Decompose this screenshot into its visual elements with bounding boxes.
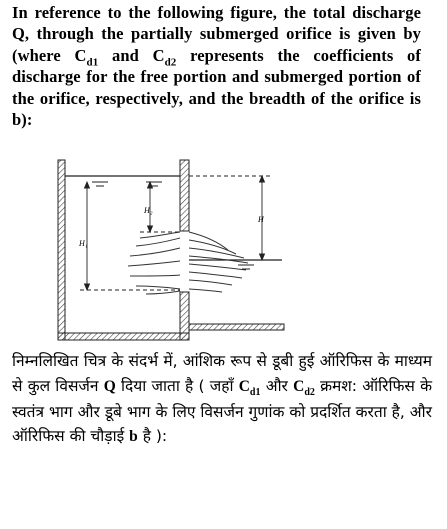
- hindi-c1-subscript: d1: [249, 386, 261, 398]
- hindi-c2-subscript: d2: [304, 386, 315, 398]
- orifice-jet: [189, 232, 248, 292]
- upstream-water-surface: [65, 176, 180, 186]
- cd2-subscript: d2: [164, 56, 177, 69]
- hindi-q-symbol: Q: [103, 377, 116, 395]
- streamlines: [128, 232, 180, 294]
- hindi-b-symbol: b: [129, 428, 138, 446]
- label-h: H: [258, 215, 264, 224]
- hindi-text-3: और: [260, 376, 294, 395]
- question-hindi: [12, 349, 432, 450]
- hindi-text-1: निम्नलिखित चित्र के संदर्भ में, आंशिक रूप से डूबी हुई ऑरिफिस के माध्यम से कुल विसर्जन: [12, 352, 432, 395]
- hindi-c2-symbol: C: [293, 377, 305, 395]
- hindi-text-4: क्रमश: ऑरिफिस के स्वतंत्र भाग और डूबे भाग के लिए विसर्जन गुणांक को प्रदर्शित करता है, और ऑरिफिस की चौड़ाई: [12, 376, 432, 446]
- cd1-subscript: d1: [86, 56, 99, 69]
- hindi-text-5: है ):: [137, 427, 168, 446]
- question-text-3: represents the coefficients of discharge for the free portion and submerged portion of the orifice, respectively, and the breadth of the orifice is b):: [12, 45, 421, 130]
- label-h2: H₂: [144, 206, 153, 215]
- question-text-2: and C: [98, 45, 165, 65]
- label-h1: H₁: [79, 239, 88, 248]
- question-text-1: In reference to the following figure, the total discharge Q, through the partially submerged orifice is given by (where C: [12, 3, 421, 65]
- hindi-c1-symbol: C: [238, 377, 250, 395]
- hindi-text-2: दिया जाता है ( जहाँ: [115, 376, 239, 395]
